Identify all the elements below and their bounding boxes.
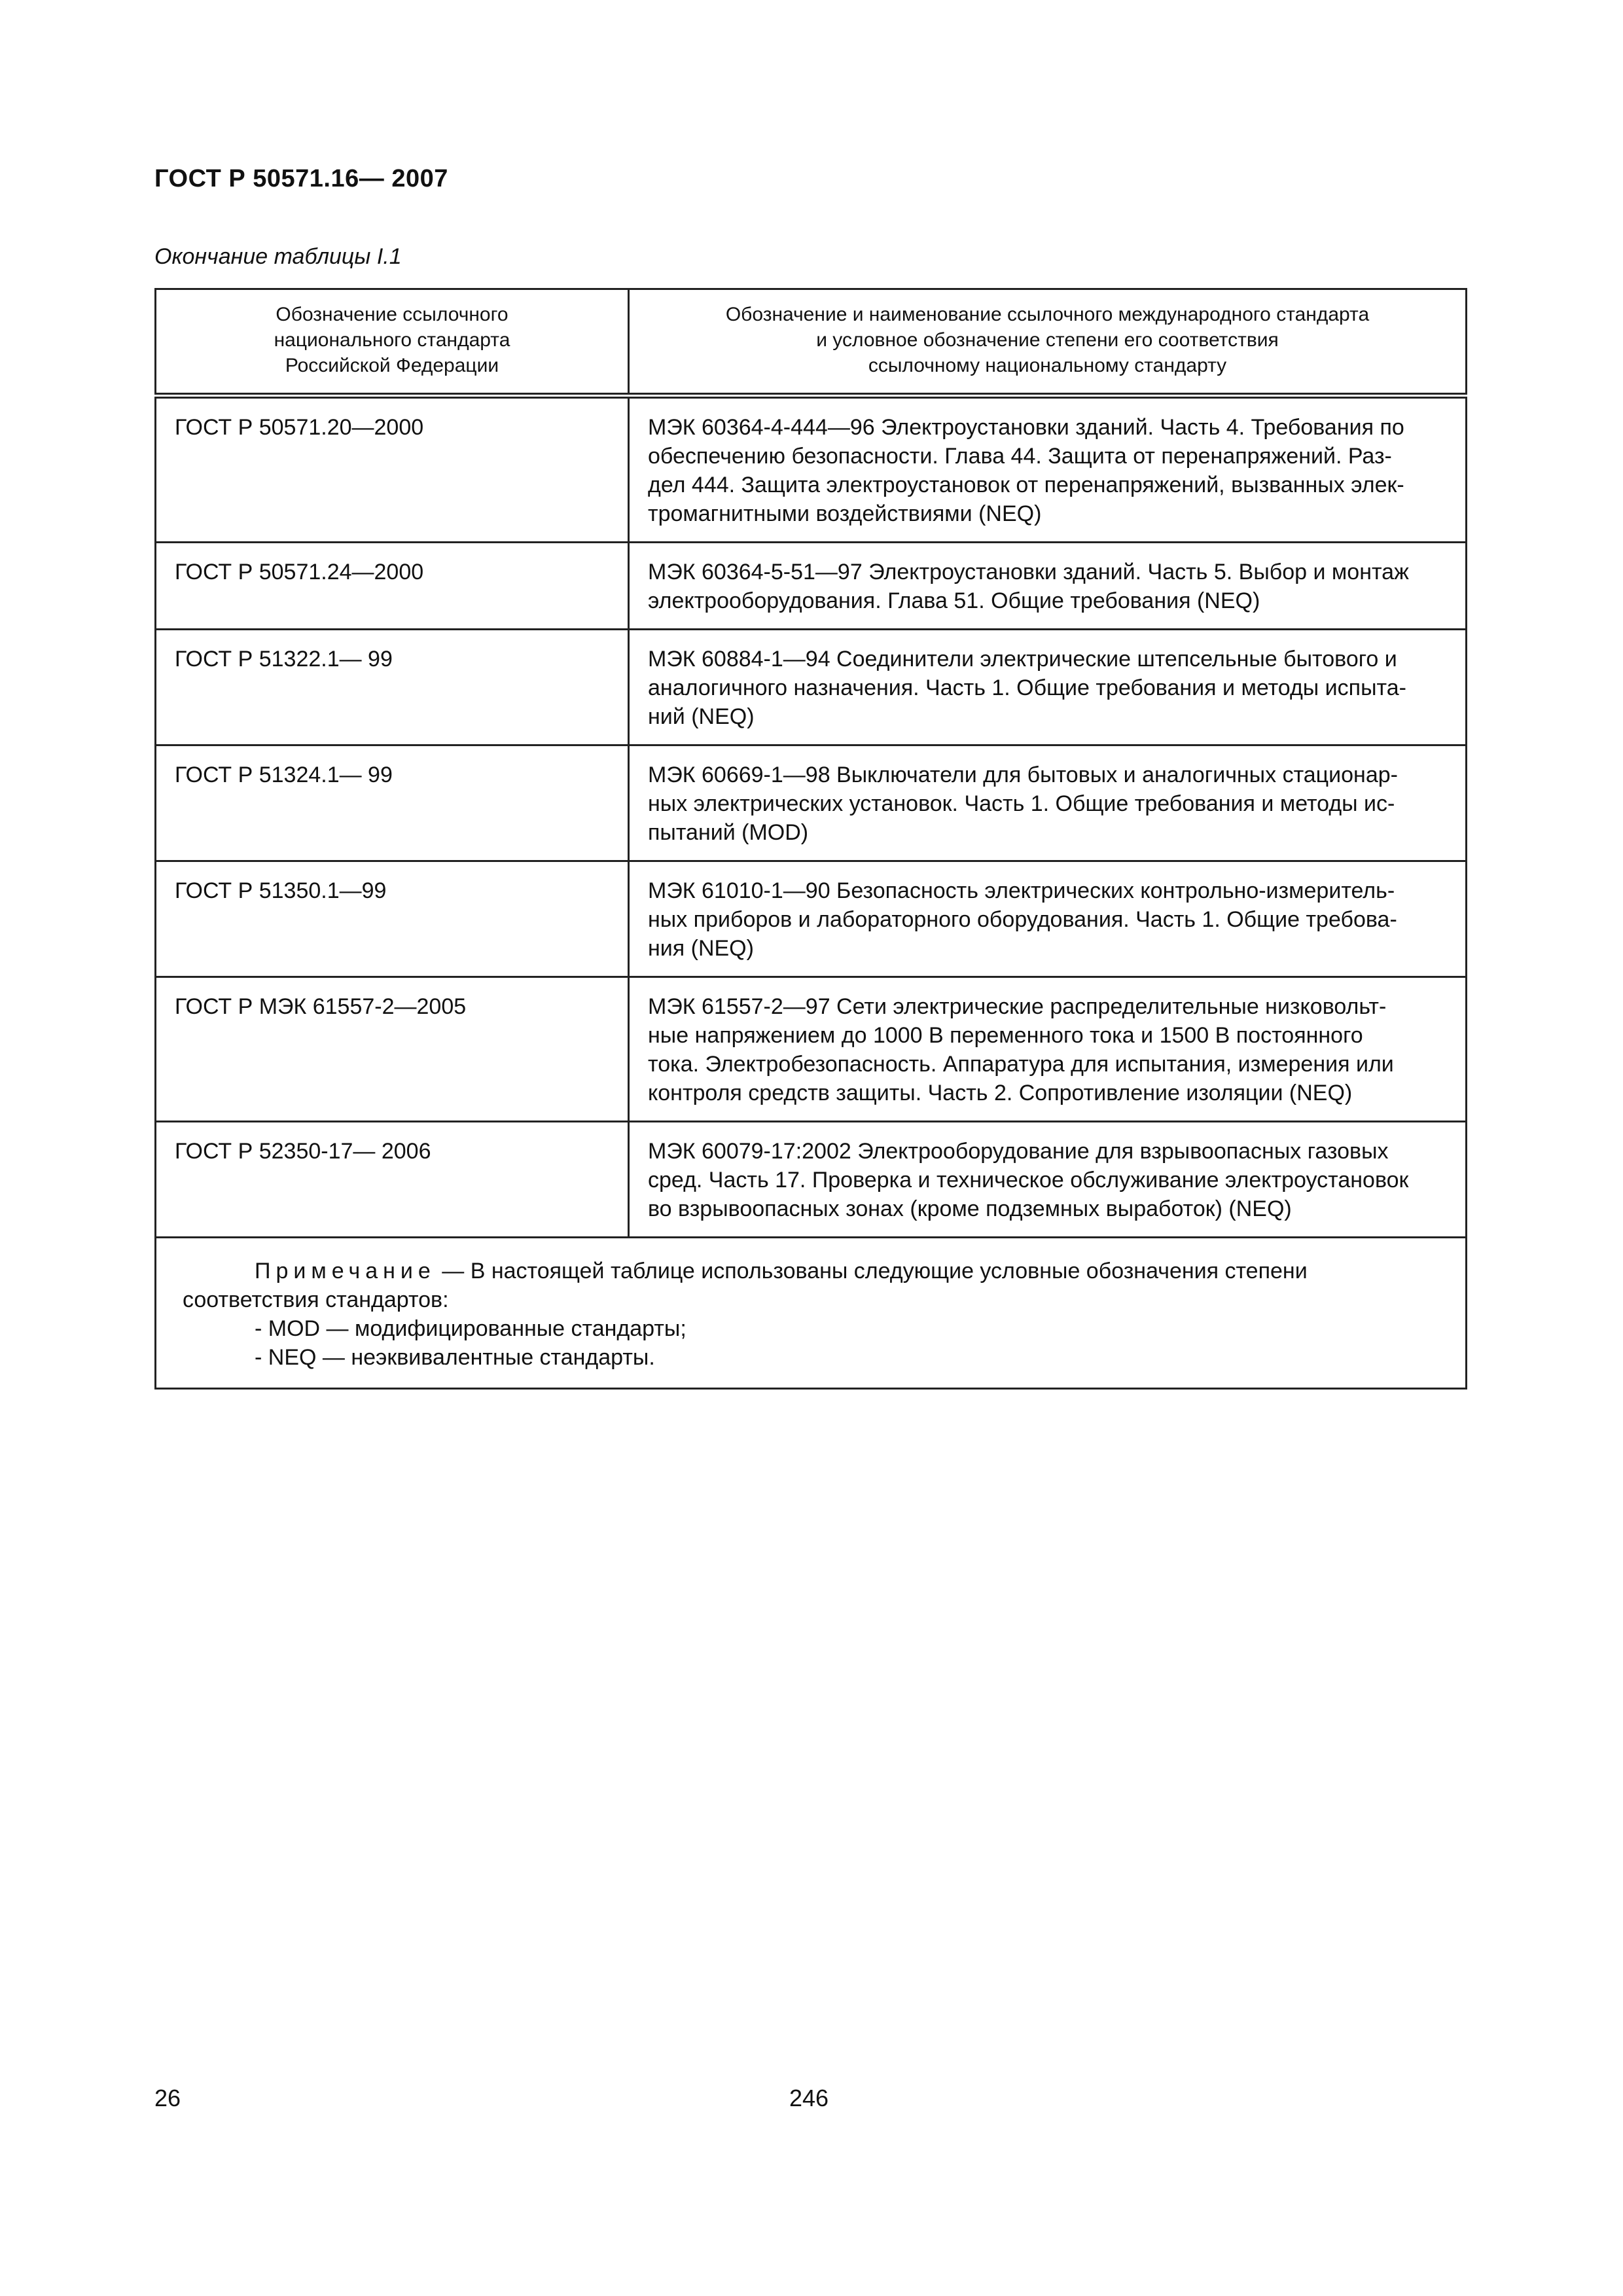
international-standard-cell [629, 630, 1467, 745]
national-standard-cell: ГОСТ Р 52350-17— 2006 [156, 1122, 629, 1238]
cell-line: электрооборудования. Глава 51. Общие требования (NEQ) [648, 588, 1260, 613]
national-standard-cell: ГОСТ Р 50571.24—2000 [156, 543, 629, 630]
note-item: - NEQ — неэквивалентные стандарты. [255, 1345, 655, 1370]
international-standard-cell [629, 745, 1467, 861]
header-line: Обозначение и наименование ссылочного международного стандарта [725, 304, 1370, 325]
cell-line: пытаний (MOD) [648, 820, 809, 845]
cell-line: ных электрических установок. Часть 1. Общие требования и методы ис- [648, 791, 1395, 816]
table-row [156, 1122, 1467, 1238]
table-caption: Окончание таблицы I.1 [154, 244, 402, 269]
cell-line: ний (NEQ) [648, 704, 755, 729]
cell-line: ные напряжением до 1000 В переменного тока и 1500 В постоянного [648, 1023, 1363, 1048]
reference-standards-table [154, 288, 1467, 1390]
cell-line: МЭК 60884-1—94 Соединители электрические штепсельные бытового и [648, 647, 1397, 672]
national-standard-cell: ГОСТ Р 51350.1—99 [156, 861, 629, 977]
cell-line: аналогичного назначения. Часть 1. Общие требования и методы испыта- [648, 675, 1406, 700]
cell-line: обеспечению безопасности. Глава 44. Защита от перенапряжений. Раз- [648, 444, 1392, 469]
cell-line: МЭК 60079-17:2002 Электрооборудование для взрывоопасных газовых [648, 1139, 1389, 1164]
note-label: Примечание [255, 1259, 436, 1283]
cell-line: контроля средств защиты. Часть 2. Сопротивление изоляции (NEQ) [648, 1081, 1353, 1105]
cell-line: тромагнитными воздействиями (NEQ) [648, 501, 1042, 526]
header-line: Российской Федерации [285, 355, 499, 376]
national-standard-cell: ГОСТ Р МЭК 61557-2—2005 [156, 977, 629, 1122]
page-number-center: 246 [789, 2085, 829, 2111]
header-line: национального стандарта [274, 329, 510, 351]
table-row [156, 745, 1467, 861]
cell-line: МЭК 61010-1—90 Безопасность электрических контрольно-измеритель- [648, 878, 1395, 903]
header-national-standard [156, 289, 629, 396]
cell-line: МЭК 60364-5-51—97 Электроустановки зданий. Часть 5. Выбор и монтаж [648, 560, 1409, 584]
international-standard-cell [629, 1122, 1467, 1238]
note-item: - MOD — модифицированные стандарты; [255, 1316, 687, 1341]
cell-line: МЭК 60364-4-444—96 Электроустановки зданий. Часть 4. Требования по [648, 415, 1404, 440]
national-standard-cell: ГОСТ Р 51322.1— 99 [156, 630, 629, 745]
table-header-row [156, 289, 1467, 396]
header-line: ссылочному национальному стандарту [868, 355, 1227, 376]
note-text-continued: соответствия стандартов: [183, 1287, 449, 1312]
national-standard-cell: ГОСТ Р 51324.1— 99 [156, 745, 629, 861]
international-standard-cell [629, 543, 1467, 630]
cell-line: дел 444. Защита электроустановок от перенапряжений, вызванных элек- [648, 473, 1404, 497]
header-line: Обозначение ссылочного [276, 304, 508, 325]
international-standard-cell [629, 861, 1467, 977]
note-first-line [183, 1257, 1439, 1285]
cell-line: МЭК 60669-1—98 Выключатели для бытовых и аналогичных стационар- [648, 762, 1398, 787]
table-row [156, 630, 1467, 745]
cell-line: во взрывоопасных зонах (кроме подземных выработок) (NEQ) [648, 1196, 1292, 1221]
cell-line: МЭК 61557-2—97 Сети электрические распределительные низковольт- [648, 994, 1387, 1019]
cell-line: ных приборов и лабораторного оборудования. Часть 1. Общие требова- [648, 907, 1397, 932]
note-text: — В настоящей таблице использованы следующие условные обозначения степени [442, 1259, 1308, 1283]
international-standard-cell [629, 396, 1467, 543]
table-row [156, 861, 1467, 977]
table-note [156, 1238, 1467, 1389]
table-row [156, 543, 1467, 630]
cell-line: сред. Часть 17. Проверка и техническое обслуживание электроустановок [648, 1168, 1409, 1193]
table-row [156, 977, 1467, 1122]
cell-line: тока. Электробезопасность. Аппаратура для испытания, измерения или [648, 1052, 1394, 1077]
cell-line: ния (NEQ) [648, 936, 754, 961]
header-international-standard [629, 289, 1467, 396]
header-line: и условное обозначение степени его соответствия [816, 329, 1279, 351]
table-row [156, 396, 1467, 543]
page-number-left: 26 [154, 2085, 181, 2111]
table-note-row [156, 1238, 1467, 1389]
international-standard-cell [629, 977, 1467, 1122]
document-title: ГОСТ Р 50571.16— 2007 [154, 165, 448, 192]
national-standard-cell: ГОСТ Р 50571.20—2000 [156, 396, 629, 543]
